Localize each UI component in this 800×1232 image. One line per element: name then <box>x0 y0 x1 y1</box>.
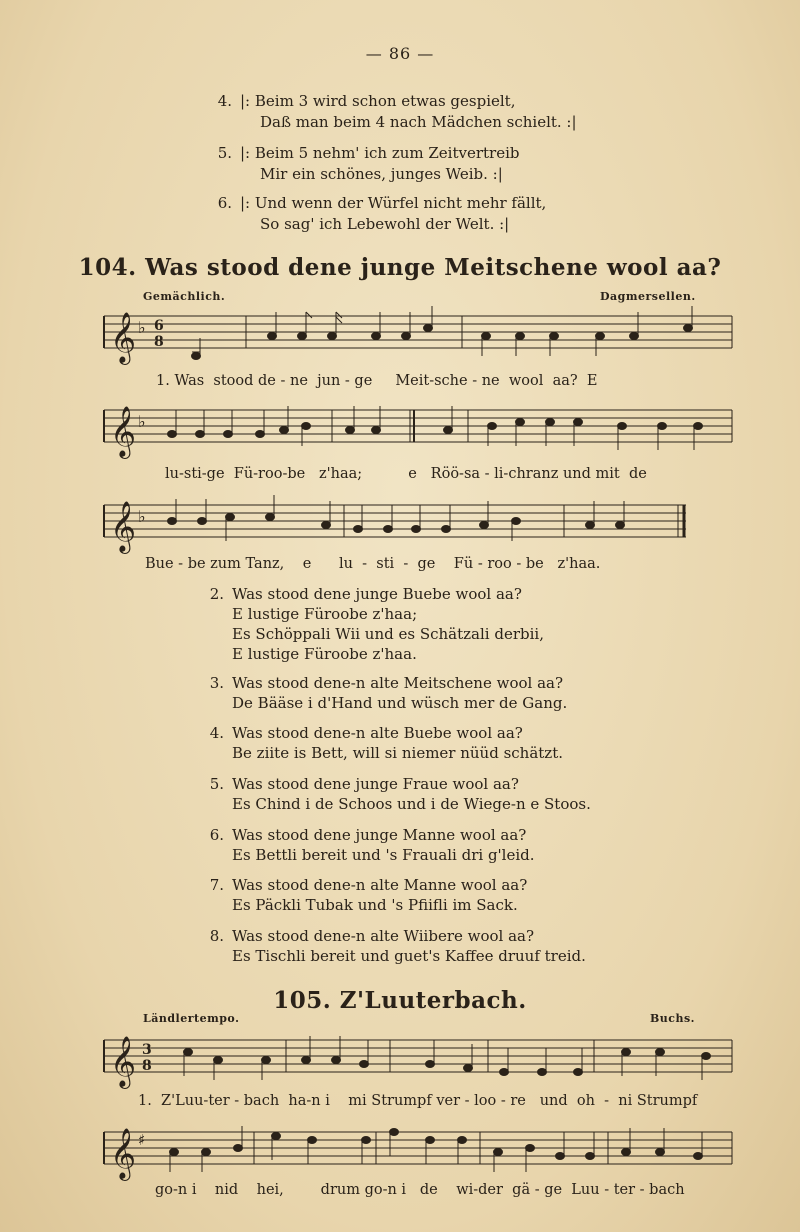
verse-line: De Bääse i d'Hand und wüsch mer de Gang. <box>232 694 568 712</box>
verse-5b <box>200 774 620 816</box>
verse-line: Was stood dene-n alte Manne wool aa? <box>232 876 528 894</box>
svg-text:𝄞: 𝄞 <box>110 1036 137 1087</box>
verse-number: 3. <box>209 674 224 692</box>
verse-number: 6. <box>209 826 224 844</box>
music-staff-4 <box>100 1036 740 1090</box>
verse-line: |: Beim 5 nehm' ich zum Zeitvertreib <box>240 144 520 162</box>
verse-4 <box>208 91 628 135</box>
verse-7 <box>200 875 620 917</box>
verse-line: E lustige Füroobe z'haa; <box>232 605 418 623</box>
music-staff-1 <box>100 312 740 366</box>
verse-line: Es Bettli bereit und 's Frauali dri g'leid. <box>232 846 535 864</box>
svg-text:♯: ♯ <box>138 1131 146 1149</box>
lyrics-line-4: 1. Z'Luu-ter - bach ha-n i mi Strumpf ver - loo - re und oh - ni Strumpf <box>138 1093 698 1109</box>
lyrics-line-2: lu-sti-ge Fü-roo-be z'haa; e Röö-sa - li-chranz und mit de <box>165 466 647 482</box>
verse-line: Es Päckli Tubak und 's Pfiifli im Sack. <box>232 896 518 914</box>
svg-text:3: 3 <box>142 1042 152 1058</box>
verse-line: Was stood dene-n alte Meitschene wool aa? <box>232 674 564 692</box>
verse-6b <box>200 825 620 867</box>
verse-line: Mir ein schönes, junges Weib. :| <box>260 165 503 183</box>
verse-line: Be ziite is Bett, will si niemer nüüd schätzt. <box>232 744 564 762</box>
verse-3 <box>200 673 620 715</box>
svg-text:♭: ♭ <box>138 412 146 431</box>
verse-6 <box>208 193 628 237</box>
verse-number: 8. <box>209 927 224 945</box>
verse-line: E lustige Füroobe z'haa. <box>232 645 417 663</box>
svg-text:𝄞: 𝄞 <box>110 406 137 457</box>
svg-text:8: 8 <box>142 1058 152 1074</box>
svg-text:𝄞: 𝄞 <box>110 501 137 552</box>
verse-line: Es Chind i de Schoos und i de Wiege-n e Stoos. <box>232 795 591 813</box>
svg-text:𝄞: 𝄞 <box>110 1128 137 1179</box>
svg-text:6: 6 <box>154 318 164 334</box>
composer-origin: Buchs. <box>650 1012 696 1025</box>
svg-text:♭: ♭ <box>138 507 146 526</box>
verse-line: |: Beim 3 wird schon etwas gespielt, <box>240 92 516 110</box>
verse-line: Es Tischli bereit und guet's Kaffee druuf treid. <box>232 947 586 965</box>
verse-line: Was stood dene junge Manne wool aa? <box>232 826 527 844</box>
song-105-title: 105. Z'Luuterbach. <box>273 987 527 1014</box>
svg-text:𝄞: 𝄞 <box>110 312 137 363</box>
verse-number: 2. <box>209 585 224 603</box>
verse-4b <box>200 723 620 765</box>
verse-line: Es Schöppali Wii und es Schätzali derbii, <box>232 625 544 643</box>
music-staff-3 <box>100 501 740 555</box>
music-staff-2 <box>100 406 740 460</box>
lyrics-line-5: go-n i nid hei, drum go-n i de wi-der gä - ge Luu - ter - bach <box>155 1182 685 1198</box>
tempo-marking: Ländlertempo. <box>143 1012 240 1025</box>
verse-line: Daß man beim 4 nach Mädchen schielt. :| <box>260 113 577 131</box>
tempo-marking: Gemächlich. <box>143 290 226 303</box>
verse-number: 6. <box>217 194 232 212</box>
verse-line: Was stood dene-n alte Wiibere wool aa? <box>232 927 535 945</box>
verse-number: 7. <box>209 876 224 894</box>
verse-line: Was stood dene junge Fraue wool aa? <box>232 775 519 793</box>
verse-line: Was stood dene-n alte Buebe wool aa? <box>232 724 523 742</box>
lyrics-line-1: 1. Was stood de - ne jun - ge Meit-sche - ne wool aa? E <box>156 373 598 389</box>
verse-line: |: Und wenn der Würfel nicht mehr fällt, <box>240 194 547 212</box>
composer-origin: Dagmersellen. <box>600 290 696 303</box>
lyrics-line-3: Bue - be zum Tanz, e lu - sti - ge Fü - roo - be z'haa. <box>145 556 601 572</box>
verse-8 <box>200 926 620 968</box>
verse-number: 5. <box>217 144 232 162</box>
song-104-title: 104. Was stood dene junge Meitschene wool aa? <box>78 254 722 281</box>
svg-text:♭: ♭ <box>138 318 146 337</box>
verse-line: So sag' ich Lebewohl der Welt. :| <box>260 215 510 233</box>
svg-text:8: 8 <box>154 334 164 350</box>
music-staff-5 <box>100 1128 740 1182</box>
verse-number: 4. <box>217 92 232 110</box>
verse-number: 5. <box>209 775 224 793</box>
verse-2 <box>200 584 620 668</box>
verse-line: Was stood dene junge Buebe wool aa? <box>232 585 522 603</box>
verse-number: 4. <box>209 724 224 742</box>
verse-5 <box>208 143 628 187</box>
page-number: — 86 — <box>365 44 435 63</box>
